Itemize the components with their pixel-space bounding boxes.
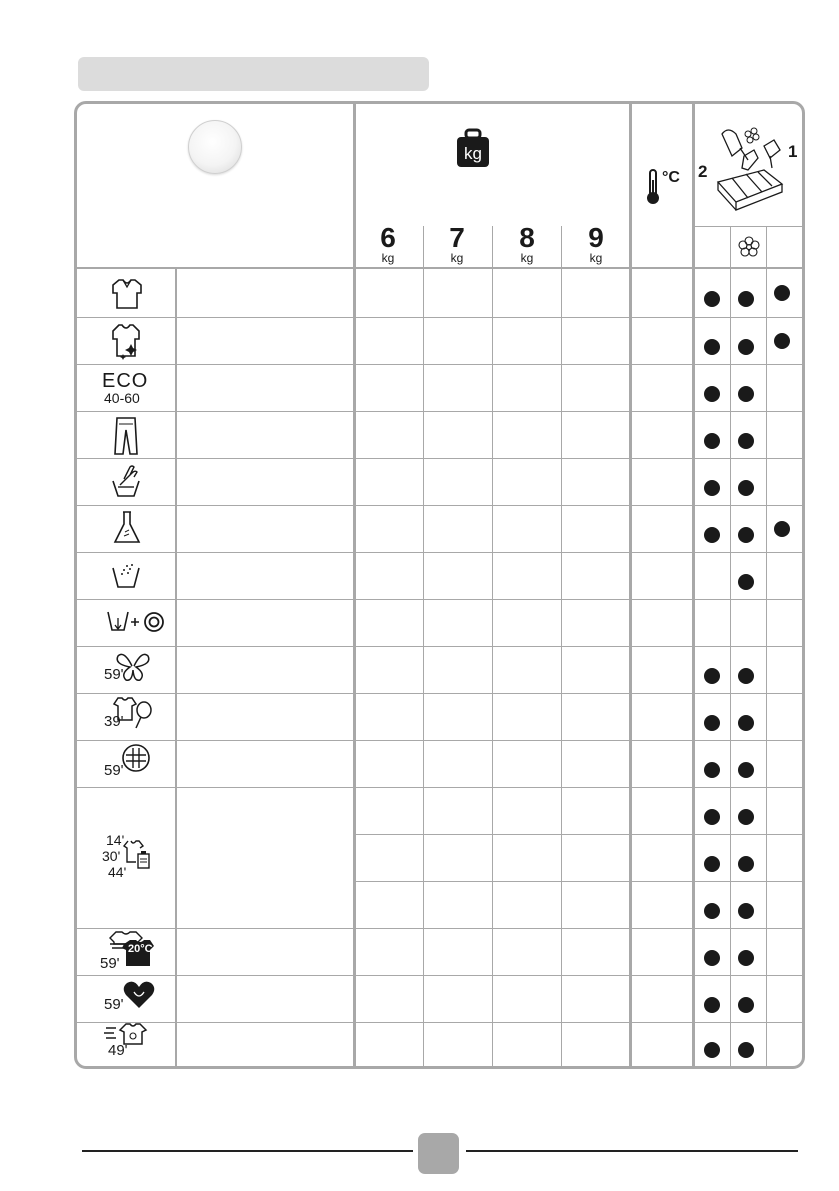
quick-time-30: 30': [102, 848, 121, 864]
detergent-dot: [704, 480, 720, 496]
eco-label: ECO: [102, 370, 149, 392]
sport-time: 39': [104, 713, 124, 730]
detergent-dot: [738, 527, 754, 543]
load-9-value: 9: [588, 222, 604, 253]
thermometer-icon: [644, 168, 662, 206]
detergent-dot: [704, 903, 720, 919]
row-divider: [77, 317, 802, 318]
detergent-dot: [704, 1042, 720, 1058]
row-divider: [77, 740, 802, 741]
detergent-dot: [704, 291, 720, 307]
col-divider: [353, 104, 356, 1066]
hygiene-plus-icon: [120, 742, 152, 774]
load-7-unit: kg: [450, 251, 464, 265]
drain-spin-icon: [106, 606, 166, 638]
quick-time-44: 44': [108, 864, 127, 880]
speed-shirt-time: 49': [108, 1042, 128, 1059]
row-divider: [77, 693, 802, 694]
compartment-2-label: 2: [698, 162, 708, 181]
detergent-dot: [774, 285, 790, 301]
section-title-bar: [78, 57, 429, 91]
detergent-dot: [704, 339, 720, 355]
detergent-dot: [704, 386, 720, 402]
row-divider: [77, 975, 802, 976]
load-9-unit: kg: [589, 251, 603, 265]
shirt-icon: [109, 277, 145, 311]
detergent-dot: [738, 762, 754, 778]
col-divider: [175, 268, 177, 1066]
detergent-dot: [704, 433, 720, 449]
load-6-value: 6: [380, 222, 396, 253]
temperature-unit: °C: [662, 169, 680, 186]
footer-rule-right: [466, 1150, 798, 1152]
footer-rule-left: [82, 1150, 413, 1152]
detergent-dot: [704, 997, 720, 1013]
detergent-dot: [738, 903, 754, 919]
row-divider: [77, 646, 802, 647]
detergent-dot: [738, 339, 754, 355]
detergent-dot: [704, 950, 720, 966]
detergent-dot: [738, 809, 754, 825]
detergent-dot: [704, 715, 720, 731]
jeans-icon: [111, 416, 141, 456]
detergent-dot: [738, 480, 754, 496]
detergent-dot: [738, 856, 754, 872]
detergent-dot: [774, 333, 790, 349]
detergent-dot: [704, 809, 720, 825]
load-8-unit: kg: [520, 251, 534, 265]
detergent-dot: [738, 715, 754, 731]
butterfly-time: 59': [104, 666, 124, 683]
softener-flower-icon: [738, 236, 760, 258]
detergent-dot: [738, 433, 754, 449]
flask-icon: [112, 510, 142, 546]
shirt-sparkle-icon: [109, 322, 145, 362]
row-divider: [77, 411, 802, 412]
detergent-dot: [738, 291, 754, 307]
load-8-value: 8: [519, 222, 535, 253]
hand-wash-icon: [110, 463, 142, 499]
row-divider: [77, 505, 802, 506]
hygiene-time: 59': [104, 762, 124, 779]
heart-icon: [122, 980, 156, 1010]
cold-wash-badge: 20°C: [128, 943, 153, 955]
row-divider: [77, 928, 802, 929]
detergent-dot: [774, 521, 790, 537]
detergent-dot: [704, 856, 720, 872]
quick-wash-icon: [122, 838, 152, 872]
detergent-drawer-icon: [712, 126, 788, 218]
heart-time: 59': [104, 996, 124, 1013]
cold-wash-time: 59': [100, 955, 120, 972]
row-divider: [355, 834, 802, 835]
program-dial-icon: [188, 120, 242, 174]
detergent-dot: [704, 527, 720, 543]
col-divider: [692, 104, 695, 1066]
detergent-dot: [738, 1042, 754, 1058]
detergent-dot: [738, 668, 754, 684]
detergent-dot: [738, 574, 754, 590]
compartment-1-label: 1: [788, 142, 798, 161]
rinse-spray-icon: [111, 560, 141, 590]
row-divider: [77, 364, 802, 365]
row-divider: [355, 881, 802, 882]
detergent-dot: [738, 950, 754, 966]
load-6-unit: kg: [381, 251, 395, 265]
eco-range-label: 40-60: [104, 390, 140, 406]
detergent-dot: [704, 668, 720, 684]
weight-icon-label: kg: [464, 144, 482, 163]
row-divider: [77, 787, 802, 788]
header-divider: [77, 267, 802, 269]
row-divider: [77, 458, 802, 459]
load-7-value: 7: [449, 222, 465, 253]
detergent-dot: [738, 386, 754, 402]
quick-time-14: 14': [106, 832, 125, 848]
col-divider: [629, 104, 632, 1066]
detergent-dot: [738, 997, 754, 1013]
row-divider: [77, 552, 802, 553]
page-number-badge: [418, 1133, 459, 1174]
detergent-dot: [704, 762, 720, 778]
header-divider: [694, 226, 802, 227]
row-divider: [77, 599, 802, 600]
row-divider: [77, 1022, 802, 1023]
